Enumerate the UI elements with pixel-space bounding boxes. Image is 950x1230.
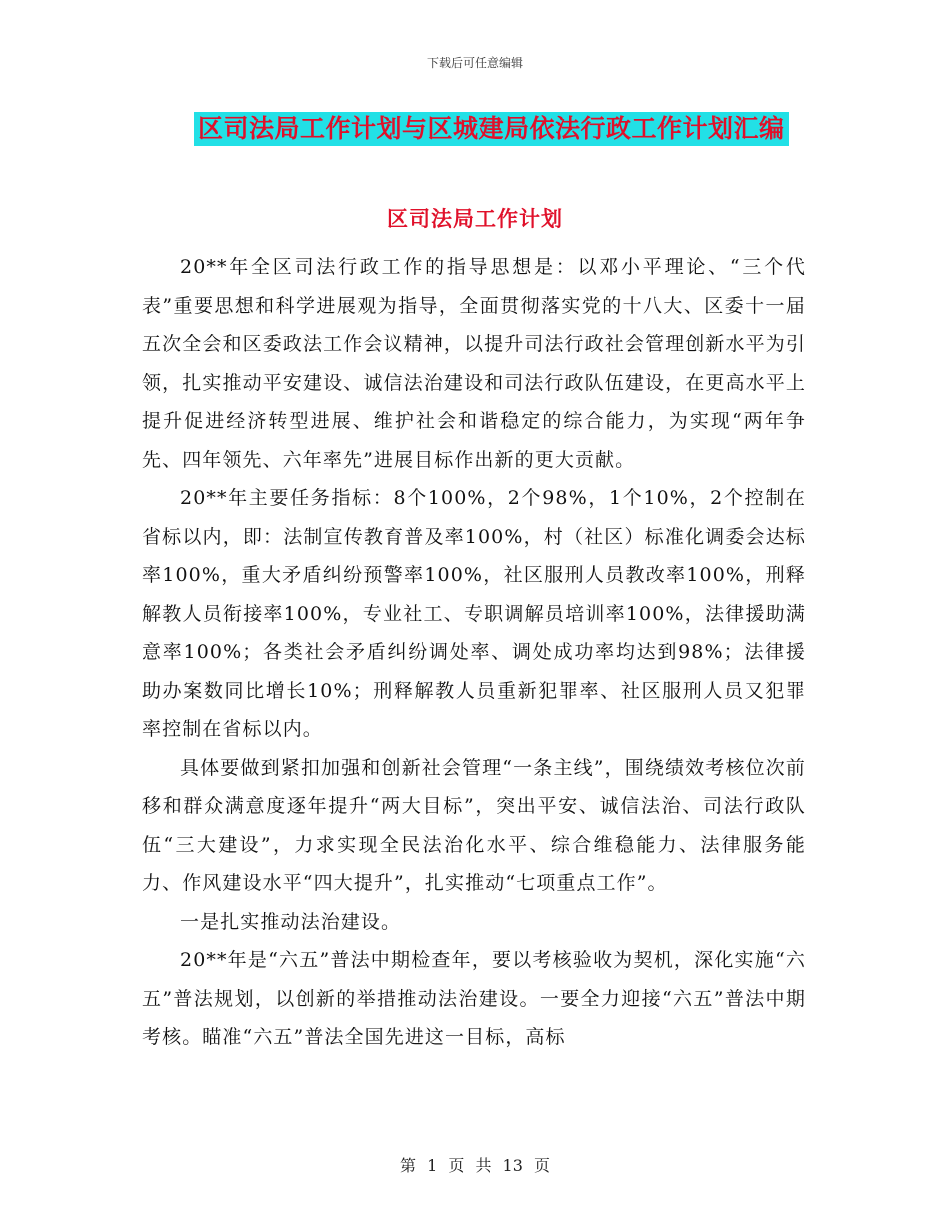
paragraph-specific-requirements: 具体要做到紧扣加强和创新社会管理“一条主线”，围绕绩效考核位次前移和群众满意度逐年提升“两大目标”，突出平安、诚信法治、司法行政队伍“三大建设”，力求实现全民法治化水平、综合维稳能力、法律服务能力、作风建设水平“四大提升”，扎实推动“七项重点工作”。 xyxy=(142,756,806,894)
document-title: 区司法局工作计划与区城建局依法行政工作计划汇编 xyxy=(194,112,789,146)
paragraph-legal-promotion: 20**年是“六五”普法中期检查年，要以考核验收为契机，深化实施“六五”普法规划，以创新的举措推动法治建设。一要全力迎接“六五”普法中期考核。瞄准“六五”普法全国先进这一目标，高标 xyxy=(142,949,806,1048)
document-body xyxy=(142,248,806,1057)
paragraph-item-heading: 一是扎实推动法治建设。 xyxy=(180,910,402,933)
page-header-note: 下载后可任意编辑 xyxy=(426,56,523,70)
section-title: 区司法局工作计划 xyxy=(387,207,563,231)
paragraph-task-targets: 20**年主要任务指标：8个100%，2个98%，1个10%，2个控制在省标以内，即：法制宣传教育普及率100%，村（社区）标准化调委会达标率100%，重大矛盾纠纷预警率100%，社区服刑人员教改率100%，刑释解教人员衔接率100%，专业社工、专职调解员培训率100%，法律援助满意率100%；各类社会矛盾纠纷调处率、调处成功率均达到98%；法律援助办案数同比增长10%；刑释解教人员重新犯罪率、社区服刑人员又犯罪率控制在省标以内。 xyxy=(142,487,806,740)
paragraph-guiding-ideology: 20**年全区司法行政工作的指导思想是：以邓小平理论、“三个代表”重要思想和科学进展观为指导，全面贯彻落实党的十八大、区委十一届五次全会和区委政法工作会议精神，以提升司法行政社会管理创新水平为引领，扎实推动平安建设、诚信法治建设和司法行政队伍建设，在更高水平上提升促进经济转型进展、维护社会和谐稳定的综合能力，为实现“两年争先、四年领先、六年率先”进展目标作出新的更大贡献。 xyxy=(142,256,806,471)
page-number-footer: 第 1 页 共 13 页 xyxy=(400,1156,550,1175)
